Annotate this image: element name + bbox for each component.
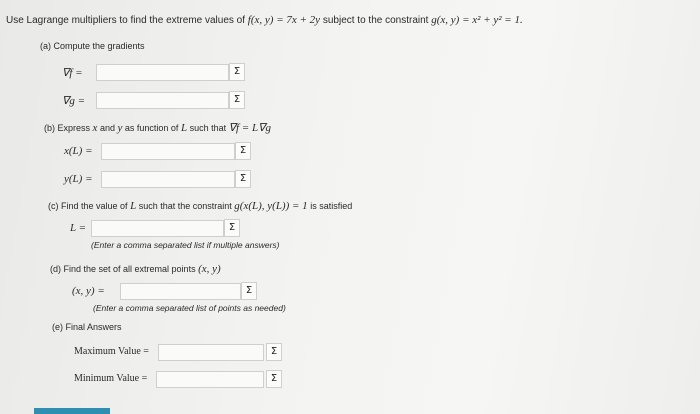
part-b-heading-y: y: [117, 122, 123, 134]
grad-f-input[interactable]: [96, 64, 229, 81]
part-c-heading-L: L: [130, 200, 137, 212]
x-of-L-label: x(L) =: [64, 145, 93, 157]
part-d-heading-pre: (d) Find the set of all extremal points: [50, 264, 196, 274]
part-c-heading-post: is satisfied: [310, 201, 353, 211]
part-b-heading-post: such that: [189, 123, 227, 133]
L-label: L =: [70, 222, 87, 234]
part-d-heading: [50, 263, 221, 275]
y-of-L-input[interactable]: [101, 171, 235, 188]
grad-g-label: ∇g =: [62, 95, 86, 107]
part-b-heading-pre: (b) Express: [44, 123, 91, 133]
part-c-heading-eq: g(x(L), y(L)) = 1: [234, 200, 308, 212]
y-of-L-label: y(L) =: [64, 173, 93, 185]
prompt-intro: Use Lagrange multipliers to find the extreme values of: [6, 15, 246, 26]
min-value-sigma-button[interactable]: Σ: [266, 370, 282, 388]
max-value-input[interactable]: [158, 344, 264, 361]
part-c-heading-pre: (c) Find the value of: [48, 201, 128, 211]
min-value-input[interactable]: [156, 371, 264, 388]
part-d-heading-point: (x, y): [198, 263, 221, 275]
prompt-function: f(x, y) = 7x + 2y: [247, 14, 321, 26]
prompt-middle: subject to the constraint: [322, 15, 429, 26]
extremal-points-label: (x, y) =: [72, 285, 105, 297]
question-prompt: [6, 14, 523, 26]
part-d-hint: (Enter a comma separated list of points as needed): [93, 303, 286, 313]
submit-button-edge[interactable]: [34, 408, 110, 414]
grad-f-sigma-button[interactable]: Σ: [229, 63, 245, 81]
part-c-heading: [48, 200, 352, 212]
max-value-sigma-button[interactable]: Σ: [266, 343, 282, 361]
part-b-heading-and: and: [99, 123, 115, 133]
grad-g-sigma-button[interactable]: Σ: [229, 91, 245, 109]
part-b-heading-x: x: [92, 122, 98, 134]
y-of-L-sigma-button[interactable]: Σ: [235, 170, 251, 188]
part-e-heading: (e) Final Answers: [52, 322, 122, 332]
L-sigma-button[interactable]: Σ: [224, 219, 240, 237]
part-b-heading: [44, 121, 271, 134]
x-of-L-sigma-button[interactable]: Σ: [235, 142, 251, 160]
L-input[interactable]: [91, 220, 224, 237]
part-c-heading-mid: such that the constraint: [138, 201, 232, 211]
part-b-heading-L: L: [180, 122, 188, 134]
x-of-L-input[interactable]: [101, 143, 235, 160]
part-a-heading: (a) Compute the gradients: [40, 41, 145, 51]
grad-g-input[interactable]: [96, 92, 229, 109]
extremal-points-sigma-button[interactable]: Σ: [241, 282, 257, 300]
prompt-constraint: g(x, y) = x² + y² = 1.: [431, 14, 523, 26]
grad-f-label: ∇f =: [62, 67, 83, 79]
part-b-heading-mid: as function of: [124, 123, 179, 133]
extremal-points-input[interactable]: [120, 283, 241, 300]
part-c-hint: (Enter a comma separated list if multiple answers): [91, 240, 280, 250]
part-b-heading-eq: ∇f = L∇g: [228, 122, 271, 134]
min-value-label: Minimum Value =: [74, 373, 148, 384]
max-value-label: Maximum Value =: [74, 346, 149, 357]
